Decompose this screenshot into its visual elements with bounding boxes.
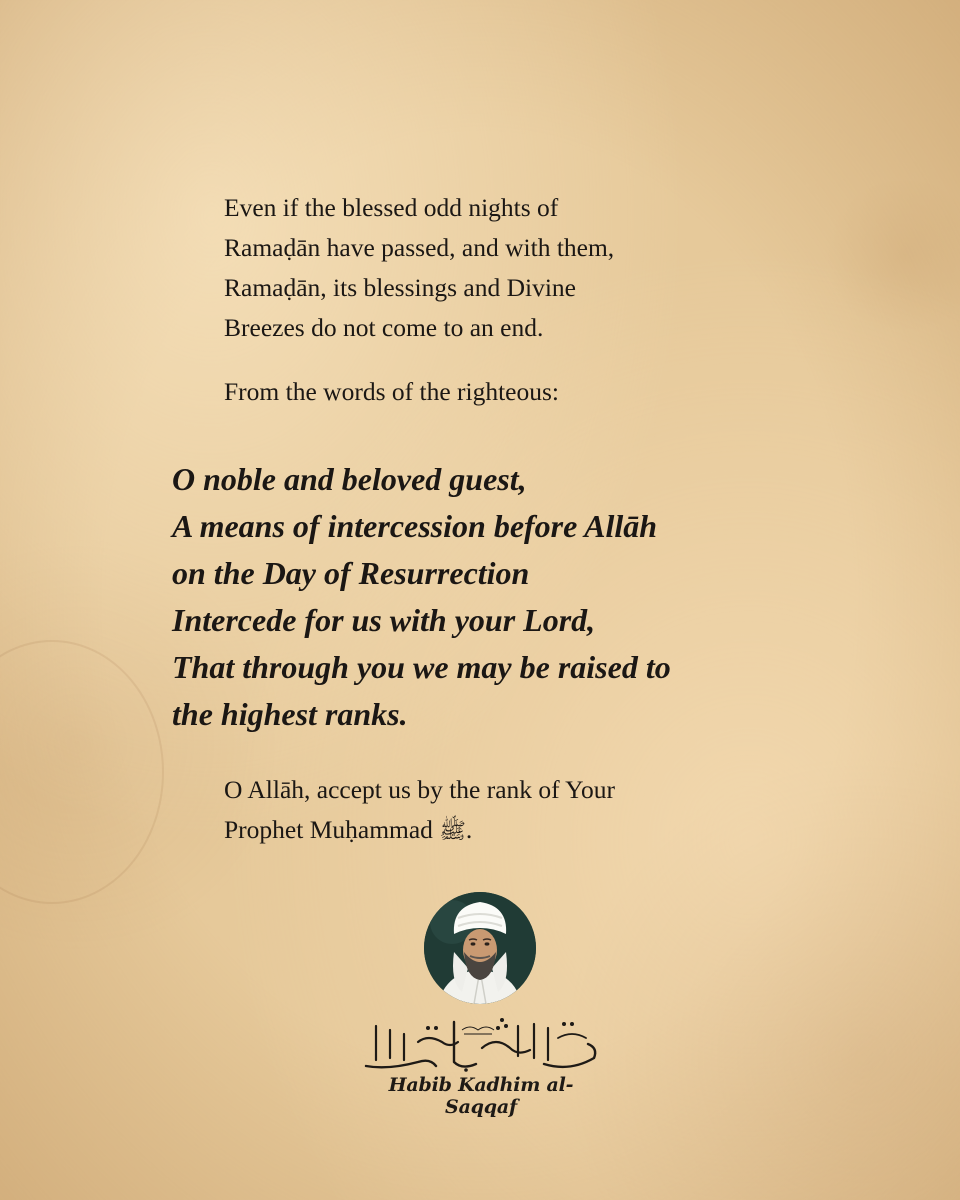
intro-line: Even if the blessed odd nights of bbox=[224, 193, 559, 222]
poem-block bbox=[172, 456, 872, 738]
intro-line: Ramaḍān, its blessings and Divine bbox=[224, 273, 576, 302]
intro-line: Breezes do not come to an end. bbox=[224, 313, 544, 342]
salawat-symbol: ﷺ bbox=[439, 818, 466, 843]
poem-line: the highest ranks. bbox=[172, 696, 408, 732]
paper-stain bbox=[820, 180, 960, 330]
intro-paragraph bbox=[224, 188, 784, 348]
poem-line: O noble and beloved guest, bbox=[172, 461, 527, 497]
portrait-avatar-icon bbox=[424, 892, 536, 1004]
poem-line: Intercede for us with your Lord, bbox=[172, 602, 596, 638]
closing-supplication bbox=[224, 770, 784, 851]
paper-stain bbox=[0, 640, 164, 904]
poem-line: on the Day of Resurrection bbox=[172, 555, 530, 591]
source-line: From the words of the righteous: bbox=[224, 377, 559, 406]
poem-line: That through you we may be raised to bbox=[172, 649, 671, 685]
poem-line: A means of intercession before Allāh bbox=[172, 508, 658, 544]
closing-text: Prophet Muḥammad bbox=[224, 815, 433, 844]
closing-line bbox=[224, 810, 784, 851]
arabic-calligraphy-logo bbox=[358, 1012, 604, 1074]
author-signature: Habib Kadhim al-Saqqaf bbox=[388, 1074, 574, 1118]
closing-punctuation: . bbox=[465, 815, 473, 844]
intro-line: Ramaḍān have passed, and with them, bbox=[224, 233, 615, 262]
author-avatar bbox=[424, 892, 536, 1004]
closing-line: O Allāh, accept us by the rank of Your bbox=[224, 775, 615, 804]
